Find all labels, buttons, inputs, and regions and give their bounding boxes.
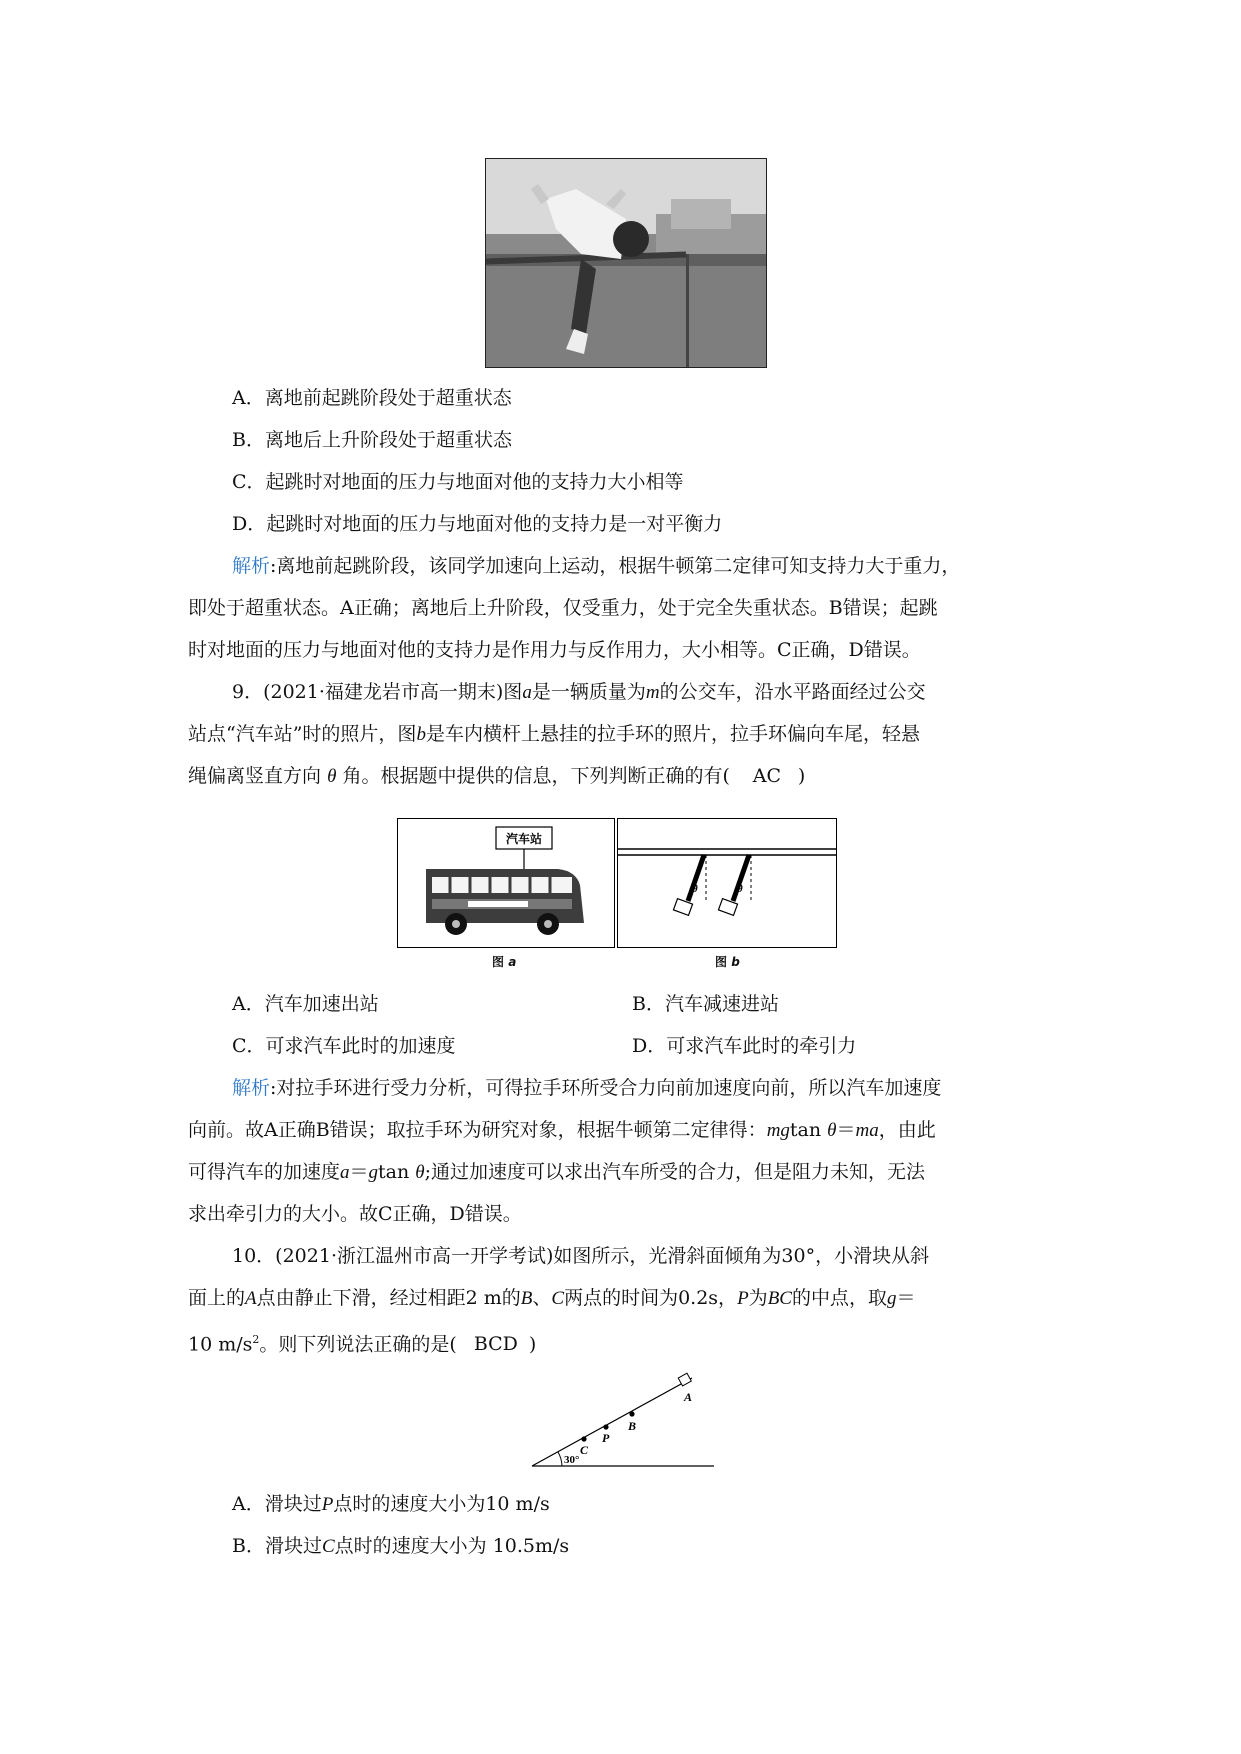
q9-analysis-line-4: 求出牵引力的大小。故C正确，D错误。: [188, 1203, 522, 1225]
analysis-label: 解析: [232, 1077, 271, 1099]
figure-a-caption: 图 a: [492, 955, 517, 969]
figure-b-caption: 图 b: [715, 955, 740, 969]
q9-stem-line-3: 绳偏离竖直方向 θ 角。根据题中提供的信息，下列判断正确的有( AC ): [188, 762, 805, 791]
analysis-label: 解析: [232, 555, 271, 577]
svg-text:θ: θ: [737, 883, 743, 895]
q10-stem-line-2: 面上的A点由静止下滑，经过相距2 m的B、C两点的时间为0.2s，P为BC的中点，取g＝: [188, 1287, 916, 1309]
svg-text:B: B: [628, 1419, 637, 1433]
point-c: [581, 1436, 586, 1441]
q9-analysis-line-1: 解析:对拉手环进行受力分析，可得拉手环所受合力向前加速度向前，所以汽车加速度: [232, 1077, 942, 1099]
q9-stem-line-1: 9．(2021·福建龙岩市高一期末)图a是一辆质量为m的公交车，沿水平路面经过公交: [232, 681, 926, 703]
hand-ring-right: [718, 855, 751, 915]
incline-angle-label: 30°: [564, 1454, 580, 1466]
q8-option-b: B．离地后上升阶段处于超重状态: [232, 429, 512, 451]
bus-stop-sign-text: 汽车站: [505, 832, 543, 846]
q9-option-c: C．可求汽车此时的加速度: [232, 1035, 456, 1057]
point-b: [629, 1411, 634, 1416]
q8-option-c: C．起跳时对地面的压力与地面对他的支持力大小相等: [232, 471, 684, 493]
q8-option-d: D．起跳时对地面的压力与地面对他的支持力是一对平衡力: [232, 513, 723, 535]
figure-a-bus: [397, 818, 615, 948]
incline-figure: [528, 1370, 718, 1478]
q10-stem-line-3: 10 $m/s^2$。则下列说法正确的是( BCD ): [188, 1326, 536, 1358]
q8-option-a: A．离地前起跳阶段处于超重状态: [232, 387, 512, 409]
q9-analysis-line-2: 向前。故A正确B错误；取拉手环为研究对象，根据牛顿第二定律得：mgtan θ＝ma，由此: [188, 1119, 936, 1141]
q9-analysis-line-3: 可得汽车的加速度a＝gtan θ;通过加速度可以求出汽车所受的合力，但是阻力未知，无法: [188, 1161, 926, 1183]
q10-stem-line-1: 10．(2021·浙江温州市高一开学考试)如图所示，光滑斜面倾角为30°，小滑块从斜: [232, 1245, 930, 1267]
q9-option-d: D．可求汽车此时的牵引力: [632, 1035, 857, 1057]
svg-text:θ: θ: [692, 883, 698, 895]
q10-answer: BCD: [473, 1333, 518, 1356]
q10-option-a: A．滑块过P点时的速度大小为10 m/s: [232, 1493, 550, 1515]
point-p: [603, 1424, 608, 1429]
figure-b-handles: [617, 818, 837, 948]
svg-text:A: A: [684, 1390, 693, 1404]
q9-option-a: A．汽车加速出站: [232, 993, 379, 1015]
q8-analysis-line-1: 解析:离地前起跳阶段，该同学加速向上运动，根据牛顿第二定律可知支持力大于重力，: [232, 555, 961, 577]
high-jump-photo: [485, 158, 767, 368]
hand-ring-left: [673, 855, 706, 915]
incline-slope: [532, 1378, 692, 1466]
svg-text:C: C: [580, 1443, 589, 1457]
q8-analysis-line-2: 即处于超重状态。A正确；离地后上升阶段，仅受重力，处于完全失重状态。B错误；起跳: [188, 597, 938, 619]
q9-answer: AC: [752, 765, 782, 787]
high-jump-photo-art: [486, 159, 766, 367]
svg-text:P: P: [602, 1431, 610, 1445]
q9-option-b: B．汽车减速进站: [632, 993, 779, 1015]
q10-option-b: B．滑块过C点时的速度大小为 10.5m/s: [232, 1535, 570, 1557]
q9-stem-line-2: 站点“汽车站”时的照片，图b是车内横杆上悬挂的拉手环的照片，拉手环偏向车尾，轻悬: [188, 723, 920, 745]
q8-analysis-line-3: 时对地面的压力与地面对他的支持力是作用力与反作用力，大小相等。C正确，D错误。: [188, 639, 921, 661]
